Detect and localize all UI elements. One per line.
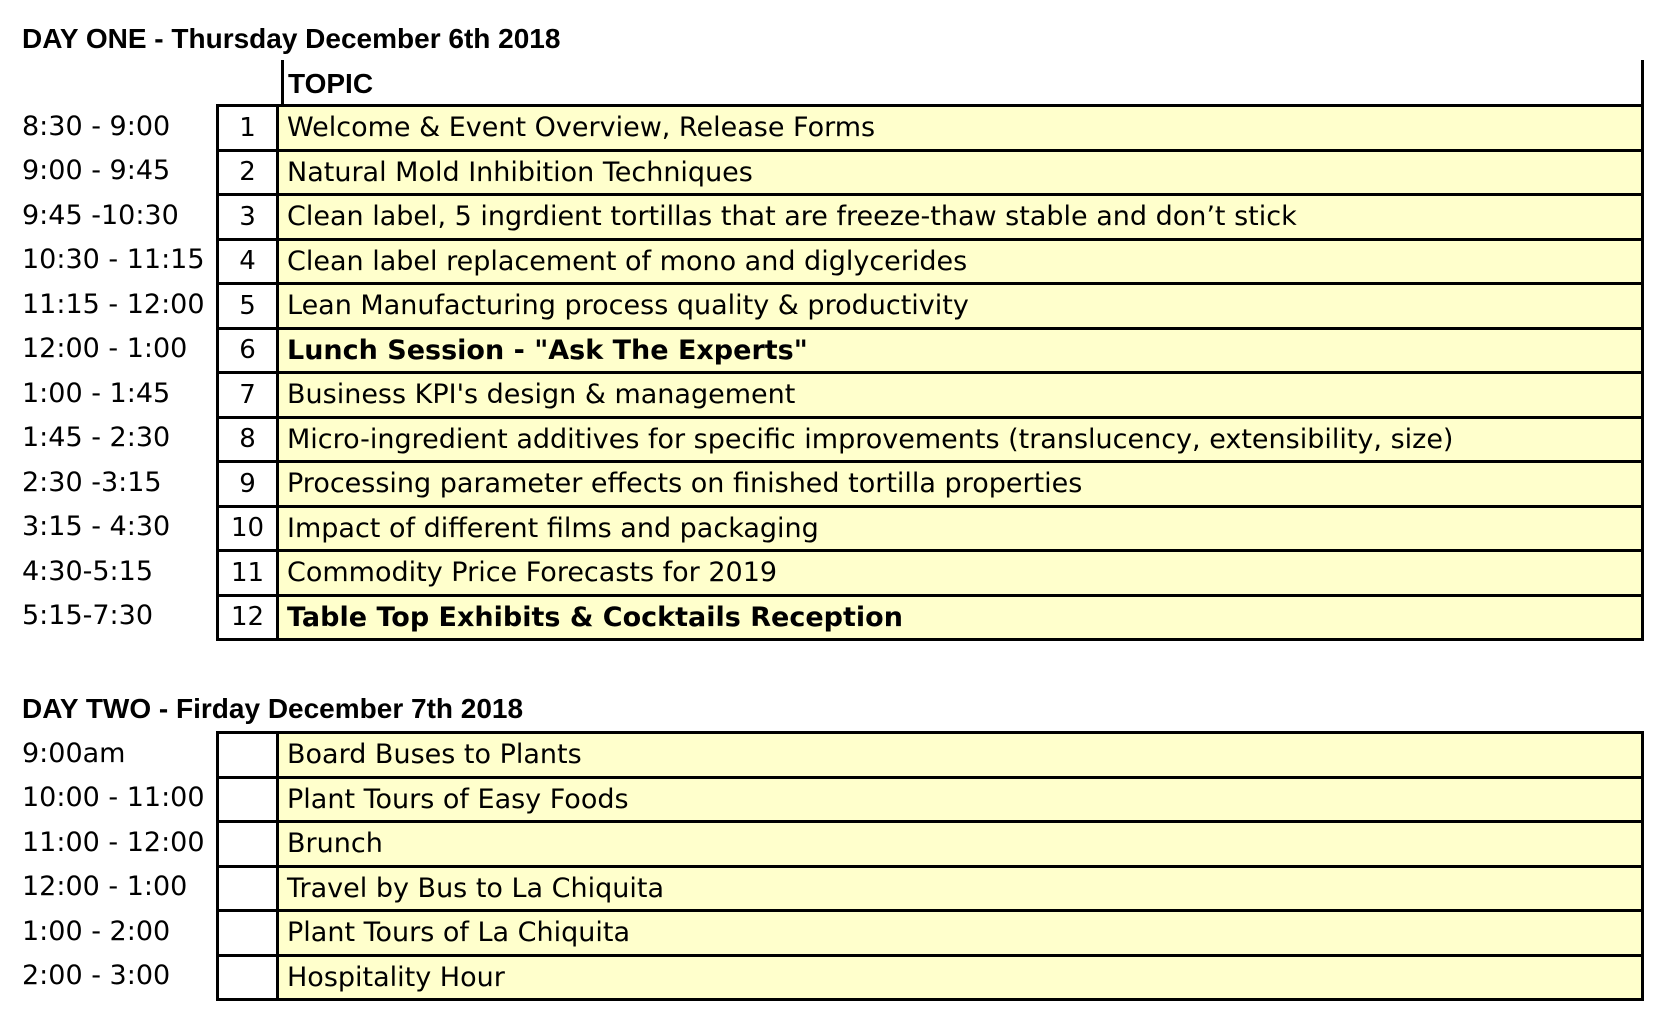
session-topic: Travel by Bus to La Chiquita bbox=[279, 865, 1644, 909]
session-time: 12:00 - 1:00 bbox=[22, 333, 188, 364]
session-time: 5:15-7:30 bbox=[22, 600, 154, 631]
session-time: 2:30 -3:15 bbox=[22, 467, 162, 498]
session-number bbox=[216, 954, 279, 998]
session-topic: Table Top Exhibits & Cocktails Reception bbox=[279, 594, 1644, 638]
session-time: 11:00 - 12:00 bbox=[22, 827, 205, 858]
schedule-row bbox=[0, 731, 1663, 776]
schedule-row bbox=[0, 549, 1663, 594]
session-number bbox=[216, 820, 279, 865]
session-topic: Hospitality Hour bbox=[279, 954, 1644, 998]
session-topic: Business KPI's design & management bbox=[279, 371, 1644, 416]
topic-header-divider bbox=[281, 60, 284, 106]
session-time: 3:15 - 4:30 bbox=[22, 511, 171, 542]
session-time: 1:45 - 2:30 bbox=[22, 422, 171, 453]
session-time: 2:00 - 3:00 bbox=[22, 960, 171, 991]
session-time: 9:00am bbox=[22, 738, 126, 769]
session-number: 2 bbox=[216, 149, 279, 193]
schedule-row bbox=[0, 104, 1663, 149]
table-bottom-border bbox=[216, 998, 1644, 1001]
schedule-row bbox=[0, 820, 1663, 865]
session-time: 4:30-5:15 bbox=[22, 556, 154, 587]
schedule-row bbox=[0, 594, 1663, 638]
schedule-row bbox=[0, 282, 1663, 327]
session-time: 12:00 - 1:00 bbox=[22, 871, 188, 902]
topic-column-header: TOPIC bbox=[288, 68, 374, 99]
session-topic: Brunch bbox=[279, 820, 1644, 865]
session-time: 1:00 - 1:45 bbox=[22, 378, 171, 409]
session-topic: Clean label, 5 ingrdient tortillas that are freeze-thaw stable and don’t stick bbox=[279, 193, 1644, 238]
session-number: 8 bbox=[216, 416, 279, 460]
session-topic: Plant Tours of Easy Foods bbox=[279, 776, 1644, 820]
schedule-row bbox=[0, 865, 1663, 909]
session-time: 8:30 - 9:00 bbox=[22, 111, 171, 142]
schedule-row bbox=[0, 505, 1663, 549]
session-time: 11:15 - 12:00 bbox=[22, 289, 205, 320]
session-topic: Micro-ingredient additives for specific improvements (translucency, extensibility, size) bbox=[279, 416, 1644, 460]
table-bottom-border bbox=[216, 638, 1644, 641]
schedule-row bbox=[0, 371, 1663, 416]
session-number: 5 bbox=[216, 282, 279, 327]
session-number: 7 bbox=[216, 371, 279, 416]
session-topic: Clean label replacement of mono and diglycerides bbox=[279, 238, 1644, 282]
session-topic: Lunch Session - "Ask The Experts" bbox=[279, 327, 1644, 371]
schedule-row bbox=[0, 909, 1663, 954]
session-time: 9:45 -10:30 bbox=[22, 200, 179, 231]
schedule-row bbox=[0, 238, 1663, 282]
session-topic: Welcome & Event Overview, Release Forms bbox=[279, 104, 1644, 149]
session-number: 12 bbox=[216, 594, 279, 638]
session-number bbox=[216, 909, 279, 954]
session-number bbox=[216, 865, 279, 909]
session-topic: Processing parameter effects on finished tortilla properties bbox=[279, 460, 1644, 505]
topic-header-right-border bbox=[1641, 60, 1644, 106]
session-topic: Lean Manufacturing process quality & productivity bbox=[279, 282, 1644, 327]
session-number bbox=[216, 776, 279, 820]
session-topic: Board Buses to Plants bbox=[279, 731, 1644, 776]
session-number: 4 bbox=[216, 238, 279, 282]
session-number: 6 bbox=[216, 327, 279, 371]
session-time: 1:00 - 2:00 bbox=[22, 916, 171, 947]
session-topic: Commodity Price Forecasts for 2019 bbox=[279, 549, 1644, 594]
session-number: 10 bbox=[216, 505, 279, 549]
schedule-row bbox=[0, 460, 1663, 505]
session-number: 9 bbox=[216, 460, 279, 505]
session-number bbox=[216, 731, 279, 776]
session-number: 3 bbox=[216, 193, 279, 238]
session-number: 11 bbox=[216, 549, 279, 594]
schedule-row bbox=[0, 416, 1663, 460]
session-time: 9:00 - 9:45 bbox=[22, 155, 171, 186]
day-two-heading: DAY TWO - Firday December 7th 2018 bbox=[22, 693, 524, 724]
session-topic: Impact of different films and packaging bbox=[279, 505, 1644, 549]
session-topic: Natural Mold Inhibition Techniques bbox=[279, 149, 1644, 193]
schedule-row bbox=[0, 776, 1663, 820]
day-one-heading: DAY ONE - Thursday December 6th 2018 bbox=[22, 23, 561, 54]
schedule-row bbox=[0, 193, 1663, 238]
session-time: 10:00 - 11:00 bbox=[22, 782, 205, 813]
session-number: 1 bbox=[216, 104, 279, 149]
schedule-row bbox=[0, 149, 1663, 193]
schedule-row bbox=[0, 327, 1663, 371]
session-time: 10:30 - 11:15 bbox=[22, 244, 205, 275]
schedule-row bbox=[0, 954, 1663, 998]
session-topic: Plant Tours of La Chiquita bbox=[279, 909, 1644, 954]
